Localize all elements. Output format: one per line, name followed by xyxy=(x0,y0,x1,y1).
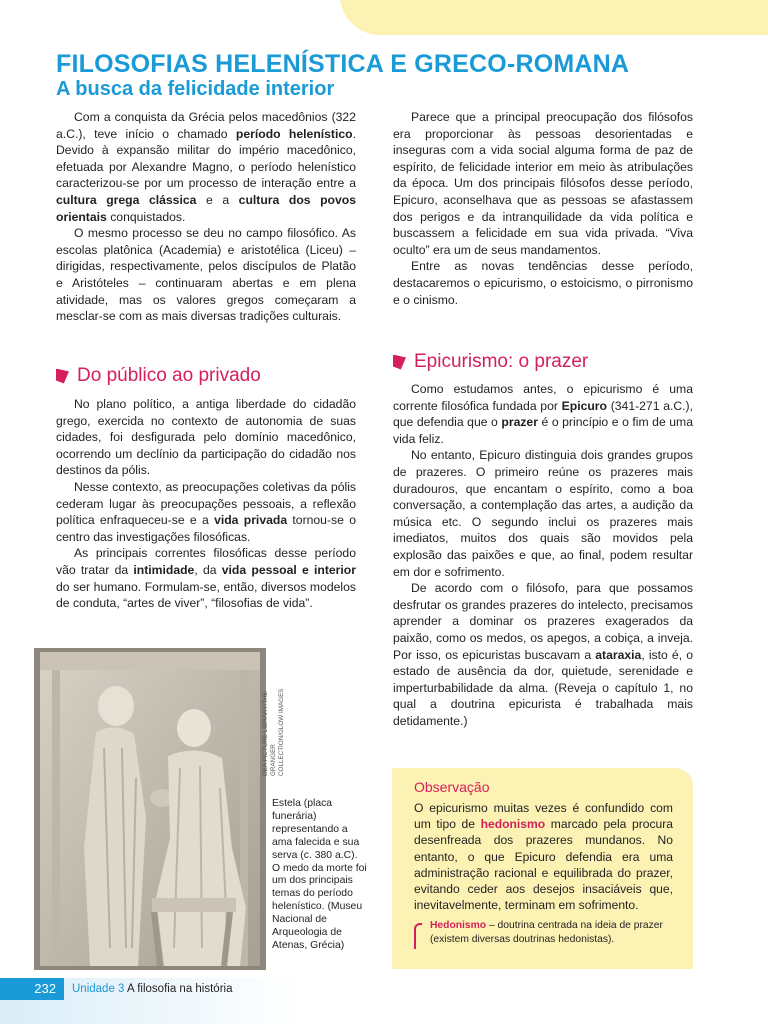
right-paragraph-2: Entre as novas tendências desse período, destacaremos o epicurismo, o estoicismo, o pirronismo e o cinismo. xyxy=(393,259,693,307)
epicurismo-paragraph-1: Como estudamos antes, o epicurismo é uma corrente filosófica fundada por Epicuro (341-271 a.C.), que defendia que o prazer é o princípio e o fim de uma vida feliz. xyxy=(393,382,693,446)
epicurismo-column xyxy=(393,381,693,729)
stele-relief-illustration xyxy=(34,648,266,970)
footer-unit: Unidade 3 xyxy=(72,983,125,995)
epicurismo-paragraph-2: No entanto, Epicuro distinguia dois grandes grupos de prazeres. O primeiro reúne os prazeres mais duradouros, que encantam o espírito, como a boa conversação, a contemplação das artes, a audição da música etc. O segundo inclui os prazeres mais imediatos, muitos dos quais são movidos pela explosão das paixões e que, ao final, podem resultar em dor e sofrimento. xyxy=(393,448,693,579)
section-flag-icon xyxy=(56,369,69,384)
photo-caption: Estela (placa funerária) representando a ama falecida e sua serva (c. 380 a.C). O medo da morte foi um dos principais temas do período helenístico. (Museu Nacional de Arqueologia de Atenas, Grécia) xyxy=(272,798,367,951)
public-paragraph-3: As principais correntes filosóficas desse período vão tratar da intimidade, da vida pessoal e interior do ser humano. Formulam-se, então, diversos modelos de conduta, “artes de viver”, “filosofias de vida”. xyxy=(56,546,356,611)
left-intro-column xyxy=(56,109,356,325)
public-private-column xyxy=(56,396,356,612)
epicurismo-paragraph-3: De acordo com o filósofo, para que possamos desfrutar os grandes prazeres do intelecto, precisamos aprender a dominar os prazeres exagerados da paixão, como os medos, os apegos, a cobiça, a inveja. Por isso, os epicuristas buscavam a ataraxia, isto é, o estado de ausência da dor, quietude, serenidade e imperturbabilidade da alma. (Reveja o capítulo 1, no qual a doutrina epicurista é trabalhada mais detidamente.) xyxy=(393,581,694,728)
right-intro-column xyxy=(393,109,693,308)
glossary-bracket-icon xyxy=(414,923,422,949)
page-title: FILOSOFIAS HELENÍSTICA E GRECO-ROMANA xyxy=(56,50,630,78)
intro-paragraph-1: Com a conquista da Grécia pelos macedônios (322 a.C.), teve início o chamado período helenístico. Devido à expansão militar do império macedônico, efetuada por Alexandre Magno, o período helenístico caracterizou-se por um processo de interação entre a cultura grega clássica e a cultura dos povos orientais conquistados. xyxy=(56,110,356,224)
section-flag-icon xyxy=(393,355,406,370)
observation-text: O epicurismo muitas vezes é confundido com um tipo de hedonismo marcado pela procura desenfreada dos prazeres mundanos. No entanto, o que Epicuro defendia era uma administração racional e equilibrada do prazer, evitando ceder aos desejos insaciáveis que, inevitavelmente, terminam em sofrimento. xyxy=(414,801,673,913)
observation-title: Observação xyxy=(414,779,490,795)
right-paragraph-1: Parece que a principal preocupação dos filósofos era proporcionar às pessoas desorientadas e inseguras com a vida social alguma forma de paz de espírito, de felicidade interior em meio às atribulações da época. Um dos principais filósofos desse período, Epicuro, aconselhava que as pessoas se afastassem dos perigos e da intranquilidade da vida política e buscassem a felicidade em sua vida privada. “Viva oculto” era um de seus mandamentos. xyxy=(393,110,693,257)
public-paragraph-2: Nesse contexto, as preocupações coletivas da pólis cederam lugar às preocupações pessoais, a reflexão política enfraqueceu-se e a vida privada tornou-se o centro das investigações filosóficas. xyxy=(56,479,356,544)
intro-paragraph-2: O mesmo processo se deu no campo filosófico. As escolas platônica (Academia) e aristotélica (Liceu) – dirigidas, respectivamente, pelos discípulos de Platão e Aristóteles – continuaram abertas e em plena atividade, mas os valores gregos começaram a mesclar-se com as mais diversas tradições culturais. xyxy=(56,226,356,324)
footer-chapter: A filosofia na história xyxy=(127,983,233,995)
glossary-hedonismo: Hedonismo – doutrina centrada na ideia de prazer (existem diversas doutrinas hedonistas). xyxy=(414,919,679,946)
top-decorative-band xyxy=(340,0,768,35)
public-paragraph-1: No plano político, a antiga liberdade do cidadão grego, exercida no contexto de autonomia de suas cidades, foi desfigurada pelo domínio macedônico, ocorrendo um declínio da participação do cidadão nos destinos da pólis. xyxy=(56,397,356,478)
stele-photo xyxy=(34,648,266,970)
photo-credit: DEA PICTURE LIBRARY/THE GRANGER COLLECTION/GLOW IMAGES xyxy=(262,688,285,776)
section-heading-public-private: Do público ao privado xyxy=(56,365,261,387)
section-heading-epicurismo: Epicurismo: o prazer xyxy=(393,351,588,373)
page-number: 232 xyxy=(0,978,64,1000)
page-subtitle: A busca da felicidade interior xyxy=(56,78,335,100)
footer-running-title xyxy=(72,983,232,995)
